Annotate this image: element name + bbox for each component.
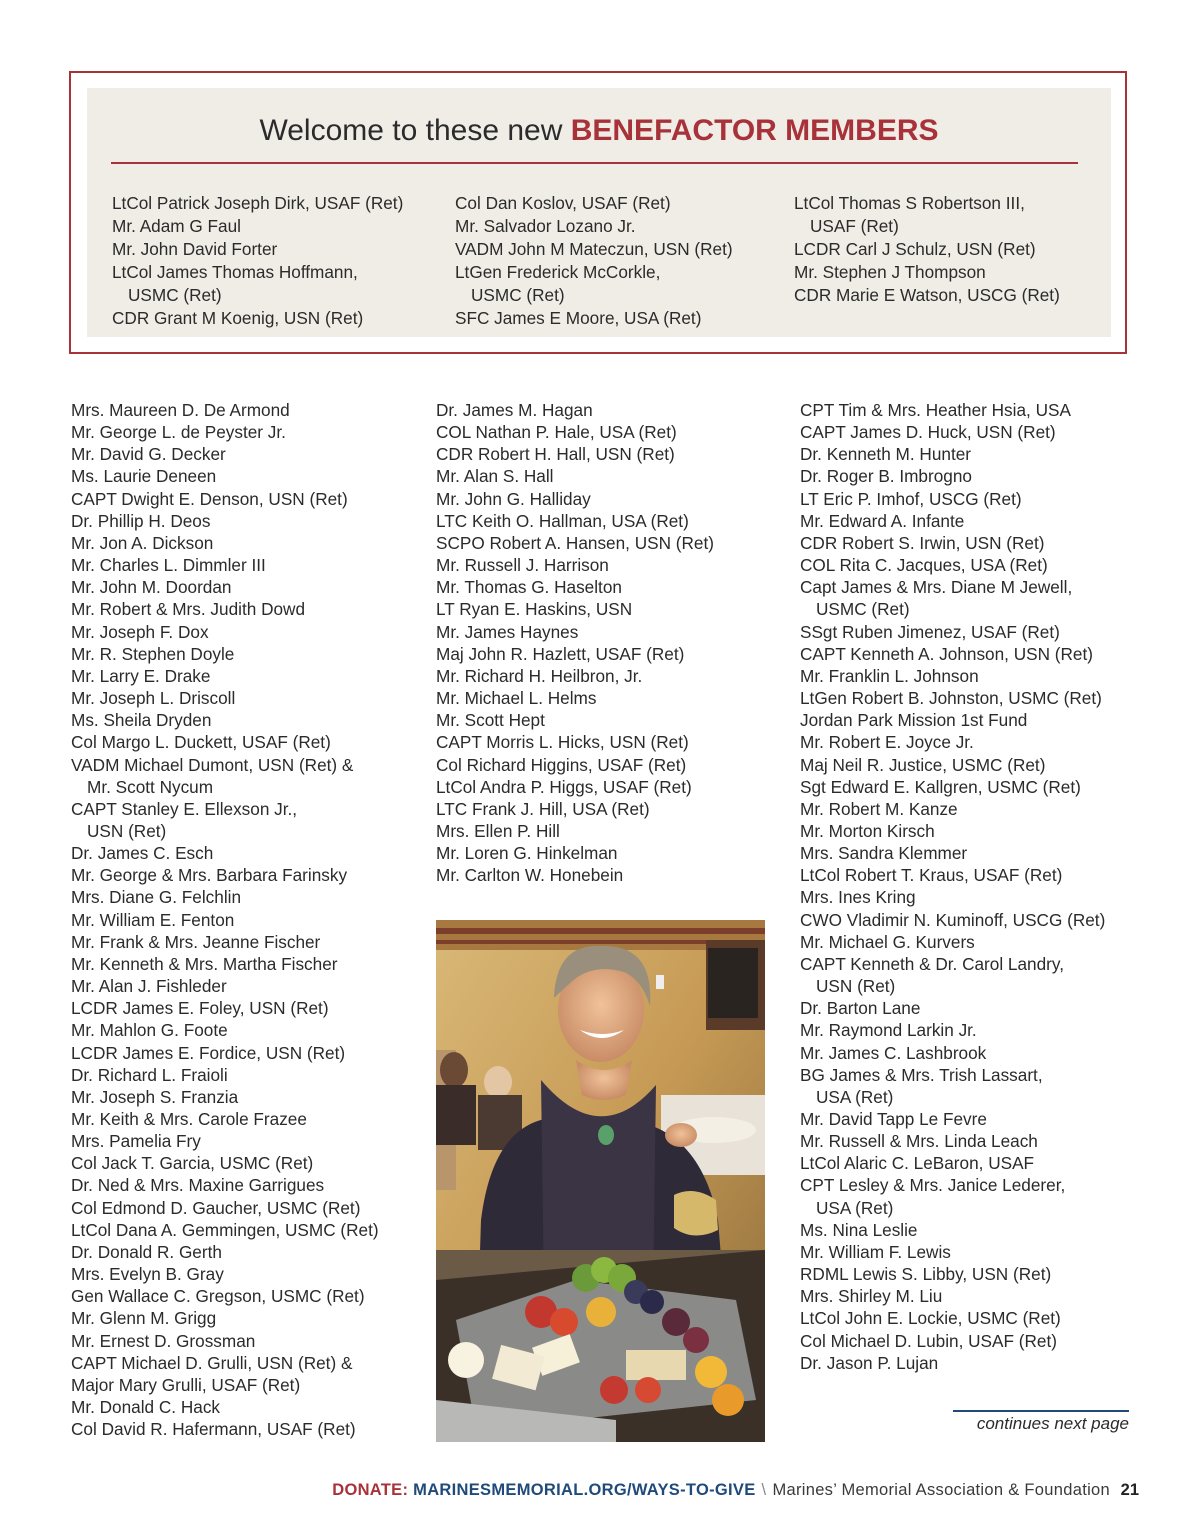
continues-next-page: continues next page <box>976 1414 1129 1433</box>
member-name: Mr. Jon A. Dickson <box>71 532 214 553</box>
member-name: SFC James E Moore, USA (Ret) <box>455 308 702 328</box>
member-name: VADM John M Mateczun, USN (Ret) <box>455 239 733 259</box>
member-name: Capt James & Mrs. Diane M Jewell, <box>800 577 1073 598</box>
member-name: Mr. John G. Halliday <box>436 488 591 509</box>
member-name: Mr. Richard H. Heilbron, Jr. <box>436 665 643 686</box>
member-name: Mr. Michael G. Kurvers <box>800 931 975 952</box>
title-divider <box>111 162 1078 164</box>
member-name: Mr. Larry E. Drake <box>71 665 211 686</box>
member-name: Mr. John David Forter <box>112 239 278 259</box>
member-name: Mr. Robert E. Joyce Jr. <box>800 732 974 753</box>
member-name: Col David R. Hafermann, USAF (Ret) <box>71 1419 356 1440</box>
event-photo <box>436 920 765 1442</box>
footer-donate-link[interactable]: MARINESMEMORIAL.ORG/WAYS-TO-GIVE <box>413 1481 756 1499</box>
member-name: Dr. Jason P. Lujan <box>800 1352 939 1373</box>
member-name: Col Margo L. Duckett, USAF (Ret) <box>71 732 331 753</box>
members-col-2 <box>436 399 714 886</box>
member-name: USMC (Ret) <box>128 285 222 305</box>
member-name: LtCol James Thomas Hoffmann, <box>112 262 358 282</box>
member-name: Mr. Edward A. Infante <box>800 510 965 531</box>
member-name: LtCol Dana A. Gemmingen, USMC (Ret) <box>71 1219 379 1240</box>
member-name: LtCol John E. Lockie, USMC (Ret) <box>800 1308 1061 1329</box>
member-name: Mr. William E. Fenton <box>71 909 235 930</box>
member-name: Mr. William F. Lewis <box>800 1241 951 1262</box>
member-name: Mr. David Tapp Le Fevre <box>800 1109 987 1129</box>
member-name: COL Nathan P. Hale, USA (Ret) <box>436 422 677 443</box>
member-name: Mr. R. Stephen Doyle <box>71 643 235 664</box>
member-name: Mr. John M. Doordan <box>71 577 232 598</box>
member-name: Mr. Scott Hept <box>436 710 545 731</box>
member-name: USN (Ret) <box>87 820 167 841</box>
member-name: Mr. Adam G Faul <box>112 216 241 236</box>
member-name: Mr. Joseph L. Driscoll <box>71 688 236 709</box>
members-col-1 <box>71 399 379 1440</box>
member-name: Gen Wallace C. Gregson, USMC (Ret) <box>71 1286 365 1307</box>
member-name: CWO Vladimir N. Kuminoff, USCG (Ret) <box>800 909 1106 930</box>
member-name: CAPT Kenneth & Dr. Carol Landry, <box>800 953 1064 974</box>
footer-donate-label: DONATE: <box>332 1481 409 1499</box>
member-name: Dr. James C. Esch <box>71 843 214 864</box>
member-name: Dr. Roger B. Imbrogno <box>800 466 972 487</box>
member-name: Dr. Donald R. Gerth <box>71 1241 222 1262</box>
member-name: Mr. Robert & Mrs. Judith Dowd <box>71 599 306 620</box>
member-name: Major Mary Grulli, USAF (Ret) <box>71 1374 301 1395</box>
member-name: CDR Robert S. Irwin, USN (Ret) <box>800 532 1045 553</box>
member-name: CAPT Stanley E. Ellexson Jr., <box>71 798 298 819</box>
member-name: Sgt Edward E. Kallgren, USMC (Ret) <box>800 776 1081 797</box>
member-name: CAPT Dwight E. Denson, USN (Ret) <box>71 488 348 509</box>
continues-rule <box>953 1410 1129 1412</box>
member-name: USA (Ret) <box>816 1197 894 1218</box>
member-name: Ms. Nina Leslie <box>800 1219 918 1240</box>
member-name: Mr. Joseph S. Franzia <box>71 1086 239 1107</box>
member-name: Mrs. Diane G. Felchlin <box>71 887 242 908</box>
member-name: USAF (Ret) <box>810 216 899 236</box>
member-name: COL Rita C. Jacques, USA (Ret) <box>800 555 1048 576</box>
member-name: Mrs. Evelyn B. Gray <box>71 1264 224 1285</box>
member-name: LtCol Andra P. Higgs, USAF (Ret) <box>436 776 692 797</box>
member-name: Mr. Loren G. Hinkelman <box>436 843 618 864</box>
member-name: CDR Grant M Koenig, USN (Ret) <box>112 308 364 328</box>
footer-separator: \ <box>761 1481 767 1499</box>
benefactor-col-3 <box>794 192 1060 307</box>
member-name: USA (Ret) <box>816 1086 894 1107</box>
member-name: Dr. James M. Hagan <box>436 400 593 420</box>
member-name: Mr. Franklin L. Johnson <box>800 665 979 686</box>
benefactor-col-2 <box>455 192 733 330</box>
member-name: LtCol Robert T. Kraus, USAF (Ret) <box>800 865 1063 886</box>
member-name: CDR Robert H. Hall, USN (Ret) <box>436 444 675 465</box>
member-name: VADM Michael Dumont, USN (Ret) & <box>71 754 354 775</box>
member-name: Mr. Kenneth & Mrs. Martha Fischer <box>71 953 338 974</box>
member-name: Mr. Raymond Larkin Jr. <box>800 1020 977 1041</box>
member-name: Dr. Phillip H. Deos <box>71 510 211 531</box>
event-photo-illustration <box>436 920 765 1442</box>
member-name: CDR Marie E Watson, USCG (Ret) <box>794 285 1060 305</box>
member-name: Ms. Laurie Deneen <box>71 466 217 487</box>
member-name: Mrs. Maureen D. De Armond <box>71 400 290 420</box>
members-col-3 <box>800 399 1105 1374</box>
member-name: Mr. Alan S. Hall <box>436 466 554 487</box>
member-name: Mr. Joseph F. Dox <box>71 621 209 642</box>
member-name: CAPT Kenneth A. Johnson, USN (Ret) <box>800 643 1093 664</box>
member-name: CAPT Morris L. Hicks, USN (Ret) <box>436 732 689 753</box>
member-name: BG James & Mrs. Trish Lassart, <box>800 1064 1043 1085</box>
member-name: LtGen Frederick McCorkle, <box>455 262 661 282</box>
member-name: USN (Ret) <box>816 976 896 997</box>
member-name: Mr. Mahlon G. Foote <box>71 1020 228 1041</box>
member-name: Col Dan Koslov, USAF (Ret) <box>455 193 671 213</box>
member-name: Mr. Scott Nycum <box>87 776 214 797</box>
member-name: Mr. Carlton W. Honebein <box>436 865 624 886</box>
member-name: Mr. Frank & Mrs. Jeanne Fischer <box>71 931 321 952</box>
member-name: SSgt Ruben Jimenez, USAF (Ret) <box>800 621 1060 642</box>
member-name: CAPT Michael D. Grulli, USN (Ret) & <box>71 1352 353 1373</box>
member-name: Mr. Morton Kirsch <box>800 820 935 841</box>
page-number: 21 <box>1120 1481 1139 1499</box>
footer-org: Marines’ Memorial Association & Foundation <box>772 1481 1110 1499</box>
member-name: Mr. Russell & Mrs. Linda Leach <box>800 1131 1038 1152</box>
title-prefix: Welcome to these new <box>259 114 571 147</box>
member-name: Dr. Kenneth M. Hunter <box>800 444 972 465</box>
member-name: LCDR James E. Foley, USN (Ret) <box>71 998 329 1019</box>
member-name: LT Ryan E. Haskins, USN <box>436 599 633 620</box>
member-name: Mr. David G. Decker <box>71 444 226 465</box>
member-name: Mr. Michael L. Helms <box>436 688 597 709</box>
member-name: LCDR Carl J Schulz, USN (Ret) <box>794 239 1036 259</box>
member-name: Mr. Russell J. Harrison <box>436 555 609 576</box>
member-name: Mr. Alan J. Fishleder <box>71 976 227 997</box>
member-name: LCDR James E. Fordice, USN (Ret) <box>71 1042 346 1063</box>
member-name: USMC (Ret) <box>471 285 565 305</box>
benefactor-title <box>87 114 1111 148</box>
member-name: Dr. Barton Lane <box>800 998 921 1019</box>
member-name: SCPO Robert A. Hansen, USN (Ret) <box>436 532 714 553</box>
member-name: Mr. Keith & Mrs. Carole Frazee <box>71 1109 307 1129</box>
member-name: Col Richard Higgins, USAF (Ret) <box>436 754 687 775</box>
member-name: Maj Neil R. Justice, USMC (Ret) <box>800 754 1046 775</box>
member-name: Dr. Richard L. Fraioli <box>71 1064 228 1085</box>
member-name: Jordan Park Mission 1st Fund <box>800 710 1028 731</box>
benefactor-panel <box>87 88 1111 337</box>
member-name: USMC (Ret) <box>816 599 910 620</box>
member-name: Mr. Ernest D. Grossman <box>71 1330 256 1351</box>
member-name: Col Jack T. Garcia, USMC (Ret) <box>71 1153 314 1174</box>
member-name: Col Edmond D. Gaucher, USMC (Ret) <box>71 1197 361 1218</box>
member-name: Maj John R. Hazlett, USAF (Ret) <box>436 643 685 664</box>
member-name: Mrs. Ellen P. Hill <box>436 820 560 841</box>
member-name: LTC Frank J. Hill, USA (Ret) <box>436 798 650 819</box>
member-name: Mr. Glenn M. Grigg <box>71 1308 217 1329</box>
member-name: LtCol Patrick Joseph Dirk, USAF (Ret) <box>112 193 404 213</box>
member-name: Col Michael D. Lubin, USAF (Ret) <box>800 1330 1057 1351</box>
member-name: Mr. George & Mrs. Barbara Farinsky <box>71 865 348 886</box>
member-name: Mrs. Sandra Klemmer <box>800 843 968 864</box>
member-name: CAPT James D. Huck, USN (Ret) <box>800 422 1056 443</box>
member-name: Dr. Ned & Mrs. Maxine Garrigues <box>71 1175 325 1196</box>
member-name: LtGen Robert B. Johnston, USMC (Ret) <box>800 688 1102 709</box>
member-name: LtCol Alaric C. LeBaron, USAF <box>800 1153 1035 1174</box>
member-name: Mr. Thomas G. Haselton <box>436 577 622 598</box>
title-accent: BENEFACTOR MEMBERS <box>570 114 939 147</box>
member-name: Mrs. Pamelia Fry <box>71 1131 201 1152</box>
member-name: RDML Lewis S. Libby, USN (Ret) <box>800 1264 1052 1285</box>
member-name: Mr. Stephen J Thompson <box>794 262 986 282</box>
member-name: CPT Tim & Mrs. Heather Hsia, USA <box>800 400 1071 420</box>
member-name: Mr. Donald C. Hack <box>71 1397 221 1418</box>
benefactor-col-1 <box>112 192 403 330</box>
member-name: Mr. Charles L. Dimmler III <box>71 555 266 576</box>
member-name: Mr. James Haynes <box>436 621 579 642</box>
member-name: LT Eric P. Imhof, USCG (Ret) <box>800 488 1022 509</box>
member-name: Mr. Robert M. Kanze <box>800 798 958 819</box>
member-name: Mr. George L. de Peyster Jr. <box>71 422 286 443</box>
member-name: CPT Lesley & Mrs. Janice Lederer, <box>800 1175 1066 1196</box>
footer <box>332 1481 1110 1500</box>
member-name: LtCol Thomas S Robertson III, <box>794 193 1025 213</box>
member-name: LTC Keith O. Hallman, USA (Ret) <box>436 510 689 531</box>
member-name: Mrs. Shirley M. Liu <box>800 1286 943 1307</box>
member-name: Mr. James C. Lashbrook <box>800 1042 987 1063</box>
benefactor-box <box>69 71 1127 354</box>
member-name: Mr. Salvador Lozano Jr. <box>455 216 636 236</box>
member-name: Ms. Sheila Dryden <box>71 710 212 731</box>
member-name: Mrs. Ines Kring <box>800 887 916 908</box>
